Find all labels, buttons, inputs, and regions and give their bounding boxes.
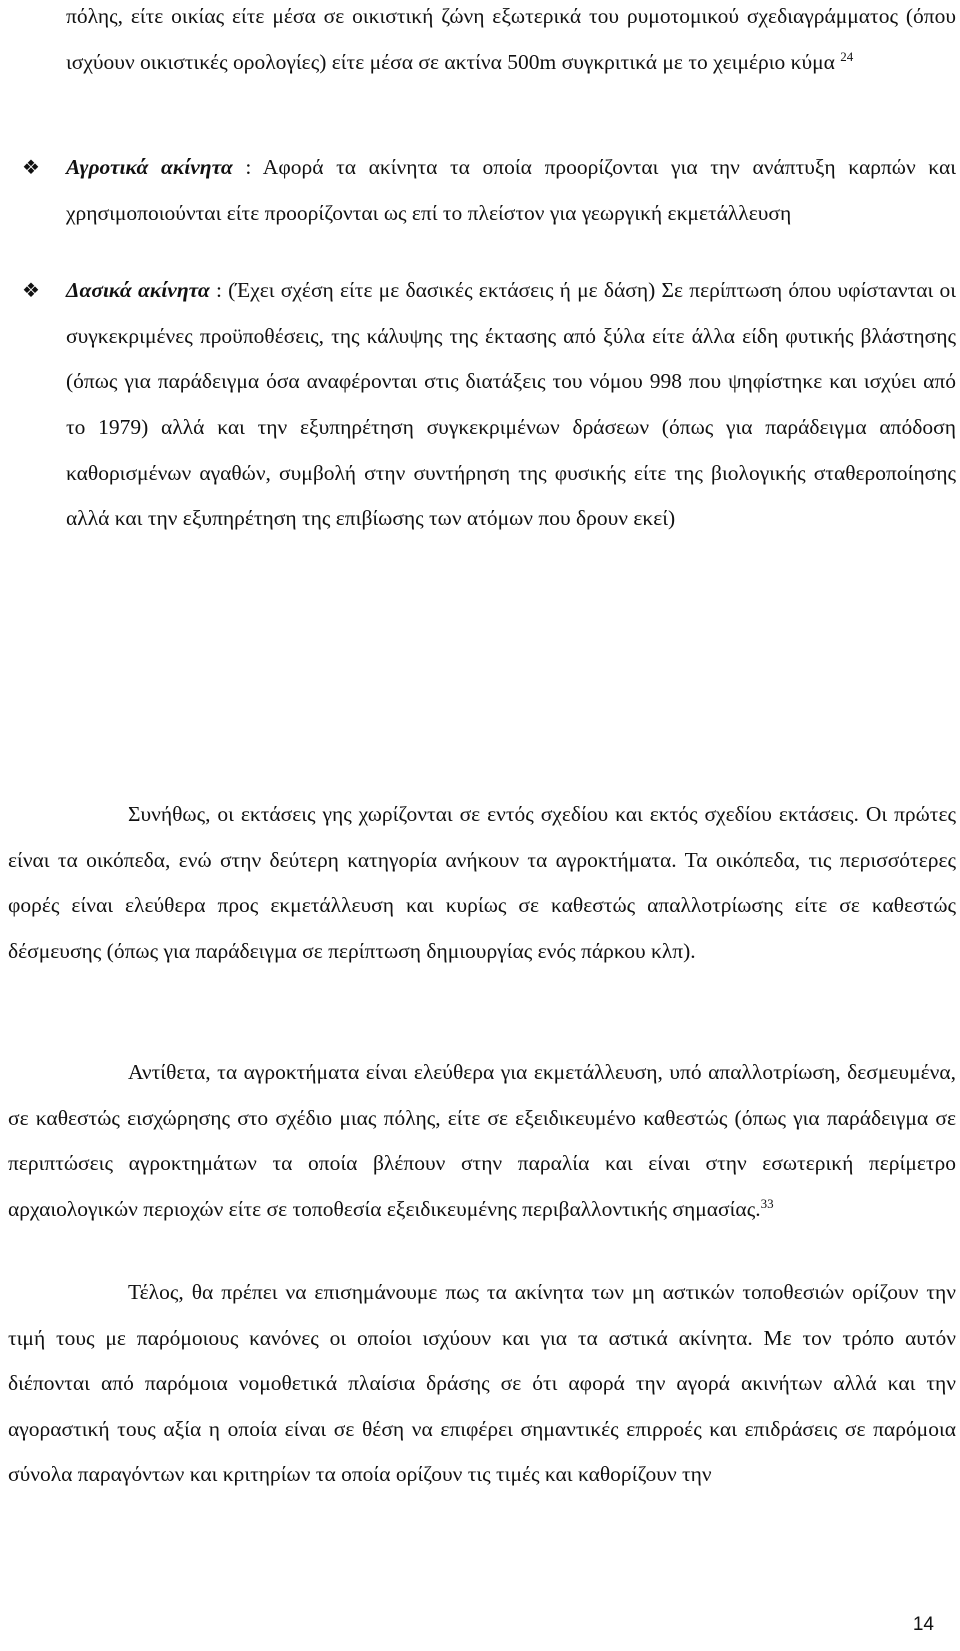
footnote-ref-33: 33	[760, 1195, 774, 1211]
paragraph-3	[8, 1270, 956, 1498]
bullet-text: : Αφορά τα ακίνητα τα οποία προορίζονται για την ανάπτυξη καρπών και χρησιμοποιούνται είτε προορίζονται ως επί το πλείστον για γεωργική εκμετάλλευση	[66, 155, 956, 225]
paragraph-text: Αντίθετα, τα αγροκτήματα είναι ελεύθερα για εκμετάλλευση, υπό απαλλοτρίωση, δεσμευμένα, σε καθεστώς εισχώρησης στο σχέδιο μιας πόλης, είτε σε εξειδικευμένο καθεστώς (όπως για παράδειγμα σε περιπτώσεις αγροκτημάτων τα οποία βλέπουν στην παραλία και είναι στην εσωτερική περίμετρο αρχαιολογικών περιοχών είτε σε τοποθεσία εξειδικευμένης περιβαλλοντικής σημασίας.	[8, 1060, 956, 1221]
bullet-term: Αγροτικά ακίνητα	[66, 155, 233, 179]
bullet-item-forest	[8, 268, 956, 542]
bullet-term: Δασικά ακίνητα	[66, 278, 210, 303]
page-number: 14	[912, 1614, 934, 1635]
bullet-item-agricultural	[8, 145, 956, 236]
paragraph-1	[8, 792, 956, 974]
paragraph-2	[8, 1050, 956, 1232]
diamond-cluster-icon: ❖	[22, 278, 40, 303]
paragraph-text: Τέλος, θα πρέπει να επισημάνουμε πως τα ακίνητα των μη αστικών τοποθεσιών ορίζουν την τιμή τους με παρόμοιους κανόνες οι οποίοι ισχύουν και για τα αστικά ακίνητα. Με τον τρόπο αυτόν διέπονται από παρόμοια νομοθετικά πλαίσια δράσης σε ότι αφορά την αγορά ακινήτων αλλά και την αγοραστική τους αξία η οποία είναι σε θέση να επιφέρει σημαντικές επιρροές και επιδράσεις σε παρόμοια σύνολα παραγόντων και κριτηρίων τα οποία ορίζουν τις τιμές και καθορίζουν την	[8, 1280, 956, 1487]
footnote-ref-24: 24	[840, 48, 854, 64]
continuation-text: πόλης, είτε οικίας είτε μέσα σε οικιστική ζώνη εξωτερικά του ρυμοτομικού σχεδιαγράμματος (όπου ισχύουν οικιστικές ορολογίες) είτε μέσα σε ακτίνα 500m συγκριτικά με το χειμέριο κύμα	[66, 4, 956, 74]
paragraph-text: Συνήθως, οι εκτάσεις γης χωρίζονται σε εντός σχεδίου και εκτός σχεδίου εκτάσεις. Οι πρώτες είναι τα οικόπεδα, ενώ στην δεύτερη κατηγορία ανήκουν τα αγροκτήματα. Τα οικόπεδα, τις περισσότερες φορές είναι ελεύθερα προς εκμετάλλευση και κυρίως σε καθεστώς απαλλοτρίωσης είτε σε καθεστώς δέσμευσης (όπως για παράδειγμα σε περίπτωση δημιουργίας ενός πάρκου κλπ).	[8, 802, 956, 963]
bullet-list	[8, 145, 956, 542]
diamond-cluster-icon: ❖	[22, 155, 40, 179]
bullet-text: : (Έχει σχέση είτε με δασικές εκτάσεις ή με δάση) Σε περίπτωση όπου υφίστανται οι συγκεκριμένες προϋποθέσεις, της κάλυψης της έκτασης από ξύλα είτε άλλα είδη φυτικής βλάστησης (όπως για παράδειγμα όσα αναφέρονται στις διατάξεις του νόμου 998 που ψηφίστηκε και ισχύει από το 1979) αλλά και την εξυπηρέτηση συγκεκριμένων δράσεων (όπως για παράδειγμα απόδοση καθορισμένων αγαθών, συμβολή στην συντήρηση της φυσικής είτε της βιολογικής σταθεροποίησης αλλά και την εξυπηρέτηση της επιβίωσης των ατόμων που δρουν εκεί)	[66, 278, 957, 531]
continuation-paragraph	[66, 0, 956, 85]
